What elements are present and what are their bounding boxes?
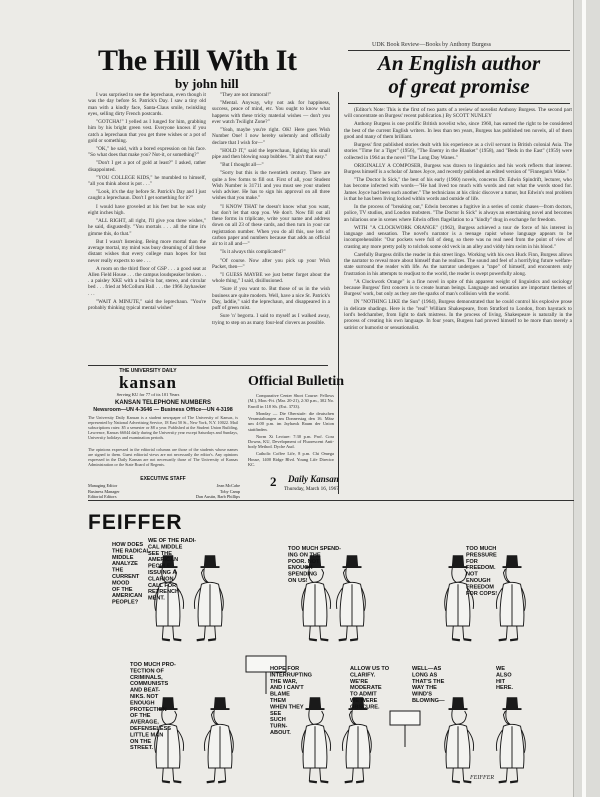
speech-line: HERE. [496,685,514,692]
picket-sign [390,711,420,747]
paragraph: Catholic Coffee Life, 8 p.m. Chi Omega House, 1400 Ridge Blvd. Young Life Director KC. [248,451,334,467]
speech-line: TOO MUCH PRO- [130,662,176,668]
speech-line: NIKS. NOT [130,694,159,700]
paragraph: "The Doctor Is Sick," the best of his early (1960) novels, concerns Dr. Edwin Spindrift, lecturer, who has become infected with words—"He had lived too much with words and not what the words stood for. James Joyce had been such another." The technicians at his clinic discover a tumor, but Edwin's real problem is that he has been living locked within words and outside of life. [344,177,572,203]
speech-line: TURN- [270,723,288,730]
cartoon-rule [88,500,574,501]
speech-line: CLARIFY. [350,672,376,679]
speech-line: RETRENCH- [148,589,181,596]
staff-roles [88,483,158,500]
speech-line: THE RADICAL [112,548,150,555]
speech-bubble [112,542,150,606]
telephone-title: KANSAN TELEPHONE NUMBERS [114,400,211,406]
paragraph: A room on the third floor of GSP . . . a good seat at Allen Field House . . . the campus loudspeaker broken . . . a paisley XKE with a built-in bar, stereo, and circular bed . . . fried at McCollum Hall . . . the 1966 Jayhawker . . . [88,265,206,297]
paragraph: "They are not immoral!" [220,92,272,98]
cartoon-title: FEIFFER [88,511,183,534]
speech-line: TO ADMIT [350,691,377,698]
staff-line: Business Manager [88,488,120,494]
cartoon-figure [445,698,474,783]
speech-line: TOO MUCH [466,546,497,552]
article-column-1 [88,92,206,362]
paragraph: "Look, it's the day before St. Patrick's Day and I just caught a leprechaun. Don't I get something for it?" [88,189,206,202]
staff-names [168,483,240,500]
speech-line: POOR. NOT [288,558,320,565]
cartoon-figure [496,556,525,641]
speech-line: CURRENT [112,574,140,580]
page-number: 2 [270,474,277,489]
paragraph: Burgess' first published stories dealt with his experience as a civil servant in British colonial Asia. The stories "Time for a Tiger" (1956), "The Enemy in the Blanket" (1958), and "Beds in the East" (1959) were collected in 1964 as the novel "The Long Day Wanes." [344,142,572,161]
footer-paper: Daily Kansan [288,474,339,484]
speech-line: MODERATE [350,685,382,692]
speech-line: AND I CAN'T [270,685,304,692]
speech-line: ALSO [496,672,512,679]
speech-line: WELL—AS [412,666,442,672]
review-body [344,107,572,485]
speech-line: THE [112,567,124,574]
cartoon-figure [496,698,525,783]
paragraph: ORIGINALLY A COMPOSER, Burgess was drawn to linguistics and his work reflects that interest. Burgess himself is a scholar of James Joyce, and recently published an edited version of "Finnegan's Wake." [344,162,572,176]
paragraph: "GOTCHA!" I yelled as I lunged for him, grabbing him by his bright green vest. Everyone knows if you catch a leprechaun that you get three wishes or a pot of gold or something. [88,118,206,144]
speech-bubble [466,546,497,597]
speech-line: LONG AS [412,672,438,679]
speech-line: THAT'S THE [412,678,445,685]
kansan-masthead [98,368,198,398]
staff-line: Dan Austin, Barb Phillips [195,494,240,499]
speech-line: TECTION OF [130,668,164,675]
section-rule [88,365,328,366]
article-headline: The Hill With It [98,44,297,77]
staff-title: EXECUTIVE STAFF [140,476,186,482]
bulletin-title: Official Bulletin [248,374,345,389]
feiffer-cartoon [60,506,576,790]
speech-line: ENOUGH [466,578,491,584]
paragraph: "ALL RIGHT, all right, I'll give you three wishes," he said, disgustedly. "You mortals . . . all the time it's gimme this, do that." [88,217,206,237]
speech-bubble [350,666,390,710]
speech-line: LITTLE MAN [130,732,164,739]
paragraph: "WAIT A MINUTE," said the leprechaun. "You're probably thinking typical mental wishes" [88,298,206,312]
speech-line: AVERAGE, [130,719,159,726]
speech-line: WAY THE [412,685,437,692]
paragraph: "Mental. Anyway, why not ask for happiness, success, peace of mind, etc. You ought to know what happens with these tricky material wishes — don't you ever watch Twilight Zone?" [212,100,330,125]
speech-line: MENT. [148,595,165,602]
paragraph: "Is it always this complicated?" [220,249,286,256]
paragraph: Anthony Burgess is one prolific British novelist who, since 1960, has earned the right to be considered the best of the current English writers. In less than ten years, Burgess has published ten novels, all of them good and many of them brilliant. [344,121,572,140]
speech-line: WE'RE [350,678,369,685]
paragraph: "I KNOW THAT he doesn't know what you want, but don't let that stop you. We don't. Now fill out all these forms in triplicate, write your name and address down on all 23 of these cards, and then turn in your car registration number. When you do all this, use lots of carbon paper and numbers because that adds an official air to it all and—" [212,203,330,248]
speech-line: WE WERE [350,698,378,704]
speech-line: NOT [466,571,478,578]
speech-line: AMERICAN [148,557,179,564]
speech-line: HIT [496,678,506,685]
speech-line: CLARION [148,576,174,583]
page-edge-highlight [582,0,586,797]
paragraph: "OK," he said, with a bored expression on his face. "So what does that make you? Not-it, or something?" [88,145,206,159]
bulletin-items [248,393,334,471]
cartoon-figure [336,556,365,641]
speech-bubble [270,666,312,736]
speech-line: SUCH [270,717,286,724]
speech-line: ANALYZE [112,561,138,568]
speech-line: PROTECTION [130,706,167,713]
speech-line: ON US! [288,578,308,584]
paragraph: I was surprised to see the leprechaun, even though it was the day before St. Patrick's Day. I saw a tiny old man with a kindly face, Santa-Claus smile, twinkling eyes, selling dirty French postcards. [88,92,206,117]
paragraph: "Sorry but this is the twentieth century. There are quite a few forms to fill out. First of all, your Student Wish Number is 31711 and you must see your student wish adviser. He has to sign his approval on all three wishes that you make." [212,170,330,202]
paragraph: "A Clockwork Orange" is a fine novel in spite of this apparent weight of linguistics and sociology because Burgess' first concern is to create human beings. Language and sensation are important themes of Burgess' work, but only as they are the sparks of man's collision with the world. [344,278,572,298]
speech-line: THEM [270,698,286,704]
opinion-notice: The opinions expressed in the editorial columns are those of the students whose names are signed to them. Guest editorial views are not necessarily the editor's. Any opinions expressed in the Daily Kansan are not necessarily those of The University of Kansas Administration or the State Board of Regents. [88,447,238,467]
paragraph: "Yeah, maybe you're right. OK! Here goes Wish Number One! I now hereby solemnly and officially declare that I wish for—" [212,127,330,146]
paragraph: IN "NOTHING LIKE the Sun" (1964), Burgess demonstrated that he could control his explosive prose in delicate shadings. Here is the "real" William Shakespeare, from Stratford to London, from haystack to lord's bedchamber, from light to dark mistress. In the process of living, Shakespeare is naturally in the process of creating his own language. In four years, Burgess had proved himself to be more than merely a satirist or humorist or sensationalist. [344,299,572,331]
speech-line: WE [496,666,506,672]
speech-line: TOO MUCH SPEND- [288,546,342,552]
speech-line: FOR COPS! [466,590,498,597]
article-column-2 [212,92,330,362]
speech-line: THE WAR, [270,678,298,685]
review-rule-bottom [348,103,570,104]
speech-line: CAL MIDDLE [148,544,183,551]
speech-line: PEOPLE [148,563,171,570]
speech-line: PEOPLE? [112,599,139,606]
masthead-name: kansan [119,373,177,392]
speech-line: BLAME [270,691,290,698]
page-edge [573,0,600,797]
speech-line: PRESSURE [466,552,497,559]
speech-line: SPENDING [288,571,318,578]
speech-line: CRIMINALS, [130,674,163,681]
speech-line: MIDDLE [112,554,134,561]
speech-line: OF THE [130,713,151,720]
paragraph: "Sure if you want to. But those of us in the wish business are quite modern. Well, have a nice St. Patrick's Day, laddie," said the leprechaun, and disappeared in a puff of green mist. [212,286,330,312]
speech-line: ALLOW US TO [350,666,390,672]
paragraph: "Of course. Now after you pick up your Wish Packet, then—" [212,257,330,270]
paragraph: "YOU COLLEGE KIDS," he mumbled to himself, "all you think about is pot . . ." [88,174,206,188]
speech-line: HOPE FOR [270,666,300,672]
cartoon-figure [302,698,331,783]
review-tag: UDK Book Review—Books by Anthony Burgess [372,42,492,48]
paragraph: Sure 'n' begorra. I said to myself as I walked away, trying to step on as many four-leaf clovers as possible. [212,313,330,326]
speech-line: WIND'S [412,691,432,698]
paragraph: Monday — Die Oberstufe: die deutschen Veranstaltungen am Donnerstag den 16. März um 4:00 p.m. im Jayhawk Raum der Union stattfinden. [248,410,334,432]
speech-line: STREET. [130,745,153,752]
speech-line: ENOUGH [288,565,313,572]
staff-line: Managing Editor [88,483,118,488]
speech-line: ING ON THE [288,552,321,559]
speech-line: ON THE [130,738,152,745]
speech-line: WE OF THE RADI- [148,538,197,544]
paragraph: "HOLD IT," said the leprechaun, lighting his small pipe and then blowing soap bubbles. "It ain't that easy." [212,147,330,161]
column-divider [338,92,339,494]
article-byline: by john hill [175,76,239,91]
speech-line: OF THE [112,586,133,593]
speech-line: ABOUT. [270,730,291,736]
paragraph: "Don't I get a pot of gold at least?" I asked, rather disappointed. [88,160,206,173]
staff-line: Editorial Editors [88,494,117,499]
paragraph: I would have groveled at his feet but he was only eight inches high. [88,203,206,216]
paragraph: (Editor's Note: This is the first of two parts of a review of novelist Anthony Burgess. The second part will concentrate on Burgess' recent publication.) By SCOTT NUNLEY [344,107,572,120]
paragraph: "But I thought all—" [220,162,264,169]
speech-line: FREEDOM [466,584,494,591]
cartoon-signature: FEIFFER [470,775,494,781]
speech-bubble [148,538,196,602]
telephone-numbers: Newsroom—UN 4-3646 — Business Office—UN 4-3198 [93,407,233,413]
masthead-top: THE UNIVERSITY DAILY [119,368,177,374]
speech-line: ISSUING A [148,570,177,576]
speech-line: COMMUNISTS [130,681,169,688]
speech-line: SEE [270,710,282,717]
speech-line: FREEDOM. [466,565,496,572]
speech-line: ENOUGH [130,700,155,707]
speech-line: SEE THE [148,550,172,557]
speech-line: MOOD [112,580,130,587]
speech-line: AMERICAN [112,593,143,600]
cartoon-figure [194,556,223,641]
paragraph: WITH "A CLOCKWORK ORANGE" (1962), Burgess achieved a tour de force of his interest in language and sensation. The novel's narrator is a teenage rapist whose language appears to be incomprehensible: "Our pockets were full of deng, so there was no real need from the point of view of crasting any more pretty polly to tolchok some old veck in an alley and viddy him swim in his blood." [344,224,572,250]
speech-bubble [496,666,514,691]
speech-line: AND BEAT- [130,687,161,694]
paragraph: "I GUESS MAYBE we just better forget about the whole thing," I said, disillusioned. [212,271,330,285]
footer-date: Thursday, March 16, 1967 [284,486,339,492]
speech-line: WHEN THEY [270,704,304,711]
review-headline-line-2: of great promise [388,74,530,98]
publication-notice: The University Daily Kansan is a student newspaper of The University of Kansas, is represented by National Advertising Service, 18 East 50 St., New York, N.Y. 10022. Mail subscriptions rates: $5 a semester or $8 a year. Published at the Student Union Building, Lawrence, Kansas 66044 daily during the University year except Saturdays and Sundays, University holidays and examination periods. [88,415,238,440]
paragraph: Comparative Center Short Course: Fellows (M.), Mon.-Fri. (Mar. 20-21), 2:30 p.m., 302 No. Enroll in 118 Sh. (Ext. 3733). [248,393,334,409]
paragraph: In the process of "breaking out," Edwin becomes a fugitive in a series of comic chases—from doctors, police, TV studios, and London mobsters. "The Doctor Is Sick" is always an entertaining novel and becomes an hilarious one in scenes where Edwin offers flagellation to a "kindly" thug in exchange for freedom. [344,204,572,223]
speech-line: FOR [466,558,478,565]
paragraph: Carefully Burgess drills the reader in this street lingo. Working with his own Huck Finn, Burgess allows the narrator to reveal more about himself than he realizes. The sound and feel of a horrifying future welfare-state surround the reader with life. As the narrator undergoes a "rape" of himself, and encounters only frustration in his attempts to readjust to the world, the reader is swept powerfully along. [344,251,572,277]
speech-line: BLOWING— [412,698,445,704]
speech-line: OBSCURE. [350,704,380,711]
speech-line: CALL FOR [148,582,177,589]
masthead-sub: Serving KU for 77 of its 101 Years [116,392,180,397]
speech-bubble [412,666,445,704]
staff-line: Toby Camp [219,488,240,494]
review-headline-line-1: An English author [377,51,541,75]
paragraph: But I wasn't listening. Being more mortal than the average mortal, my mind was busy dreaming of all these distant wishes that every college man hopes for but never really expects to see . . . [88,238,206,264]
speech-line: INTERRUPTING [270,672,312,679]
review-headline [348,52,570,98]
staff-line: Jean McCabe [216,483,240,488]
cartoon-figure [204,698,233,783]
speech-line: HOW DOES [112,542,144,548]
speech-line: DEFENSELESS [130,726,172,732]
paragraph: Norm Xi Lecture: 7:30 p.m. Prof. Cora Downs, KU, Development of Fluorescent Anti-body Method. Dyche Aud. [248,433,334,450]
